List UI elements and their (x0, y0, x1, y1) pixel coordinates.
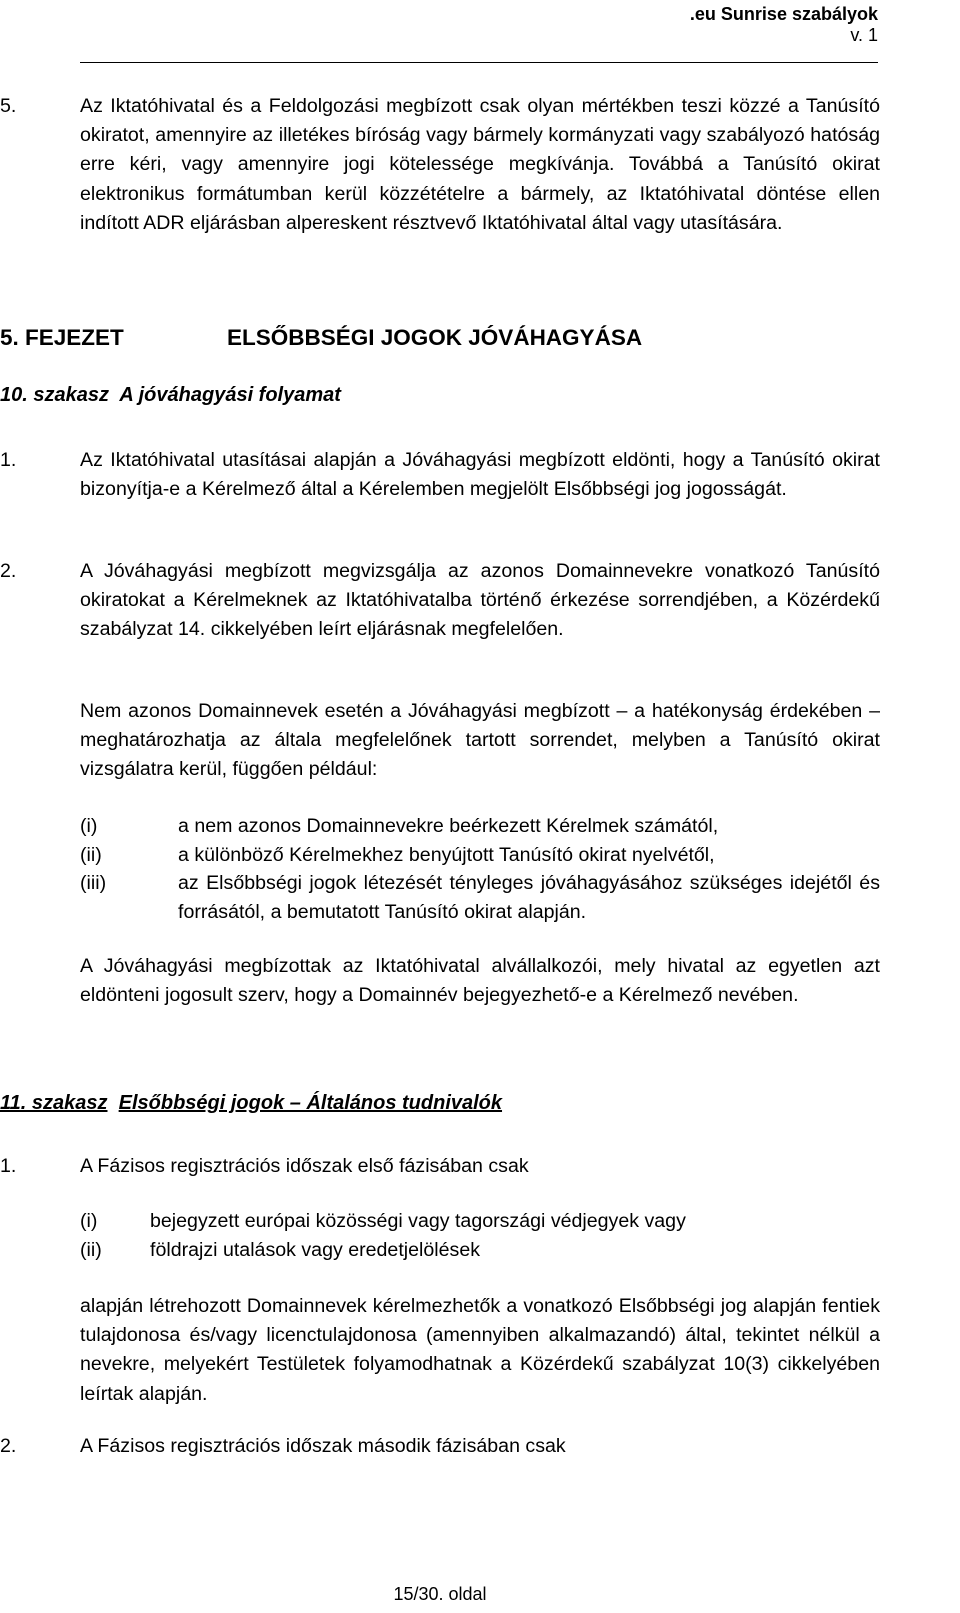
section11-item-2-number: 2. (0, 1435, 17, 1457)
section10-title: A jóváhagyási folyamat (119, 384, 341, 406)
section11-list-item-i-text: bejegyzett európai közösségi vagy tagországi védjegyek vagy (150, 1210, 686, 1232)
section11-list-item-i-label: (i) (80, 1210, 98, 1232)
section11-item-1-text: A Fázisos regisztrációs időszak első fázisában csak (80, 1155, 529, 1177)
section11-label: 11. szakasz (0, 1092, 108, 1114)
section10-list-item-i-text: a nem azonos Domainnevekre beérkezett Kérelmek számától, (178, 815, 719, 837)
section10-list-item-ii-text: a különböző Kérelmekhez benyújtott Tanúsító okirat nyelvétől, (178, 844, 715, 866)
section10-item-2-number: 2. (0, 560, 17, 582)
header-version: v. 1 (850, 25, 878, 45)
section10-item-1-text: Az Iktatóhivatal utasításai alapján a Jóváhagyási megbízott eldönti, hogy a Tanúsító okirat bizonyítja-e a Kérelmező által a Kérelemben megjelölt Elsőbbségi jog jogosságát. (80, 449, 880, 501)
section11-heading (0, 1089, 502, 1117)
intro-text: Az Iktatóhivatal és a Feldolgozási megbízott csak olyan mértékben teszi közzé a Tanúsító okiratot, amennyire az illetékes bíróság vagy bármely kormányzati vagy szabályozó hatóság erre kéri, vagy amennyire jogi kötelessége megkívánja. Továbbá a Tanúsító okirat elektronikus formátumban kerül közzétételre a bármely, az Iktatóhivatal döntése ellen indított ADR eljárásban alpereskent résztvevő Iktatóhivatal által vagy utasítására. (80, 95, 880, 234)
section10-list-item-iii-text: az Elsőbbségi jogok létezését tényleges jóváhagyásához szükséges idejétől és forrásától, a bemutatott Tanúsító okirat alapján. (178, 872, 880, 924)
intro-number: 5. (0, 95, 17, 117)
header-divider (80, 62, 878, 63)
section11-list-item-ii-text: földrajzi utalások vagy eredetjelölések (150, 1239, 481, 1261)
section11-title: Elsőbbségi jogok – Általános tudnivalók (118, 1092, 503, 1114)
section10-item-1-number: 1. (0, 449, 17, 471)
chapter-number: 5. FEJEZET (0, 325, 124, 350)
section10-nonidentical-paragraph: Nem azonos Domainnevek esetén a Jóváhagyási megbízott – a hatékonyság érdekében – meghatározhatja az általa megfelelőnek tartott sorrendet, melyben a Tanúsító okirat vizsgálatra kerül, függően például: (80, 700, 880, 781)
section10-label: 10. szakasz (0, 384, 109, 406)
section10-list-item-iii-label: (iii) (80, 872, 107, 894)
section10-heading (0, 381, 341, 409)
section10-list-item-i-label: (i) (80, 815, 98, 837)
section10-subcontractors-paragraph: A Jóváhagyási megbízottak az Iktatóhivatal alvállalkozói, mely hivatal az egyetlen azt eldönteni jogosult szerv, hogy a Domainnév bejegyezhető-e a Kérelmező nevében. (80, 955, 880, 1007)
page-number: 15/30. oldal (393, 1584, 487, 1604)
section10-item-2-text: A Jóváhagyási megbízott megvizsgálja az azonos Domainnevekre vonatkozó Tanúsító okiratokat a Kérelmeknek az Iktatóhivatalba történő érkezése sorrendjében, a Közérdekű szabályzat 14. cikkelyében leírt eljárásnak megfelelően. (80, 560, 880, 641)
section10-list-item-ii-label: (ii) (80, 844, 102, 866)
section11-item-2-text: A Fázisos regisztrációs időszak második fázisában csak (80, 1435, 566, 1457)
section11-list-item-ii-label: (ii) (80, 1239, 102, 1261)
section11-basis-paragraph: alapján létrehozott Domainnevek kérelmezhetők a vonatkozó Elsőbbségi jog alapján fentiek tulajdonosa és/vagy licenctulajdonosa (amennyiben alkalmazandó) által, tekintet nélkül a nevekre, melyekért Testületek folyamodhatnak a Közérdekű szabályzat 10(3) cikkelyében leírtak alapján. (80, 1295, 880, 1405)
section11-item-1-number: 1. (0, 1155, 17, 1177)
header-title: .eu Sunrise szabályok (689, 4, 878, 24)
chapter-title: ELSŐBBSÉGI JOGOK JÓVÁHAGYÁSA (227, 325, 643, 350)
